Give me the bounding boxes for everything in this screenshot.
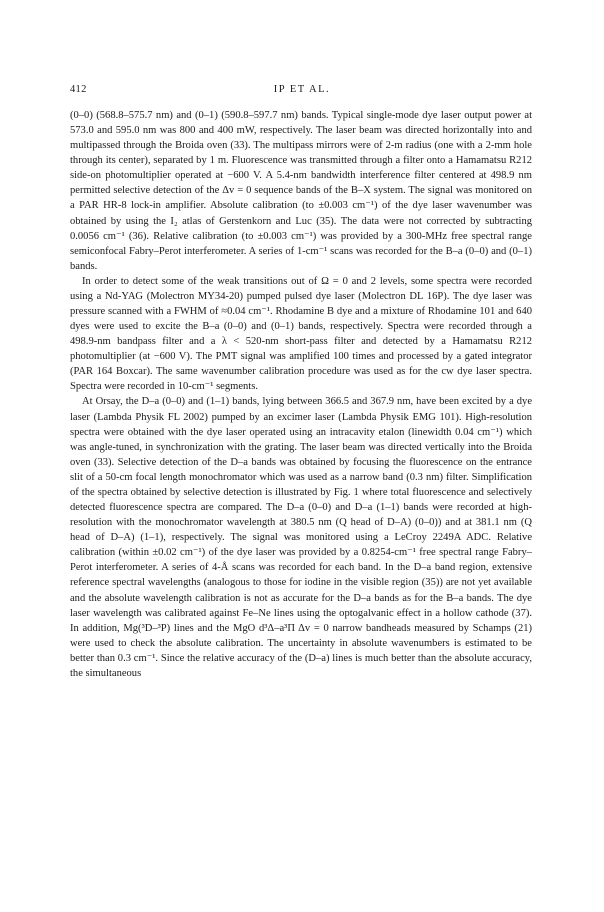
paragraph-pulsed-laser: In order to detect some of the weak transitions out of Ω = 0 and 2 levels, some spectra were recorded using a Nd-YAG (Molectron MY34-20) pumped pulsed dye laser (Molectron DL 16P). The dye laser was pressure scanned with a FWHM of ≈0.04 cm⁻¹. Rhodamine B dye and a mixture of Rhodamine 101 and 640 dyes were used to excite the B–a (0–0) and (0–1) bands, respectively. Spectra were recorded through a 498.9-nm bandpass filter and a λ < 520-nm short-pass filter and detected by a Hamamatsu R212 photomultiplier (at −600 V). The PMT signal was amplified 100 times and processed by a gated integrator (PAR 164 Boxcar). The same wavenumber calibration procedure was used as for the cw dye laser spectra. Spectra were recorded in 10-cm⁻¹ segments. (70, 275, 532, 393)
running-head: IP ET AL. (273, 84, 331, 95)
page-number: 412 (70, 84, 87, 95)
body-text (70, 108, 532, 681)
paragraph-continuation: (0–0) (568.8–575.7 nm) and (0–1) (590.8–597.7 nm) bands. Typical single-mode dye laser output power at 573.0 and 595.0 nm was 800 and 400 mW, respectively. The laser beam was directed horizontally into and multipassed through the Broida oven (33). The multipass mirrors were of 2-m radius (one with a 2-mm hole through its center), separated by 1 m. Fluorescence was transmitted through a filter onto a Hamamatsu R212 side-on photomultiplier operated at −600 V. A 5.4-nm bandwidth interference filter centered at 498.9 nm permitted selective detection of the Δv = 0 sequence bands of the B–X system. The signal was monitored on a PAR HR-8 lock-in amplifier. Absolute calibration (to ±0.003 cm⁻¹) of the dye laser wavenumber was obtained by using the I₂ atlas of Gerstenkorn and Luc (35). The data were not corrected by subtracting 0.0056 cm⁻¹ (36). Relative calibration (to ±0.003 cm⁻¹) was provided by a 300-MHz free spectral range semiconfocal Fabry–Perot interferometer. A series of 1-cm⁻¹ scans was recorded for the B–a (0–0) and (0–1) bands. (70, 110, 532, 272)
paragraph-orsay: At Orsay, the D–a (0–0) and (1–1) bands, lying between 366.5 and 367.9 nm, have been excited by a dye laser (Lambda Physik FL 2002) pumped by an excimer laser (Lambda Physik EMG 101). High-resolution spectra were obtained with the dye laser operated using an intracavity etalon (linewidth 0.04 cm⁻¹) which was angle-tuned, in synchronization with the grating. The laser beam was directed vertically into the Broida oven (33). Selective detection of the D–a bands was obtained by focusing the fluorescence on the entrance slit of a 50-cm focal length monochromator which was used as a narrow band (0.3 nm) filter. Simplification of the spectra obtained by selective detection is illustrated by Fig. 1 where total fluorescence and selectively detected fluorescence spectra are compared. The D–a (0–0) and D–a (1–1) bands were recorded at high-resolution with the monochromator wavelength at 380.5 nm (Q head of D–A) (0–0)) and at 381.1 nm (Q head of D–A) (1–1), respectively. The signal was monitored using a LeCroy 2249A ADC. Relative calibration (within ±0.02 cm⁻¹) of the dye laser was provided by a 0.8254-cm⁻¹ free spectral range Fabry–Perot interferometer. A series of 4-Å scans was recorded for each band. In the D–a band region, extensive reference spectral wavelengths (analogous to those for iodine in the visible region (35)) are not yet available and the absolute wavelength calibration is not as accurate for the D–a bands as for the B–a bands. The dye laser wavelength was calibrated against Fe–Ne lines using the optogalvanic effect in a hollow cathode (37). In addition, Mg(³D–³P) lines and the MgO d³Δ–a³Π Δv = 0 narrow bandheads measured by Schamps (21) were used to check the absolute calibration. The uncertainty in absolute wavenumbers is estimated to be better than 0.3 cm⁻¹. Since the relative accuracy of the (D–a) lines is much better than the absolute accuracy, the simultaneous (70, 396, 532, 679)
page-header (70, 84, 534, 98)
